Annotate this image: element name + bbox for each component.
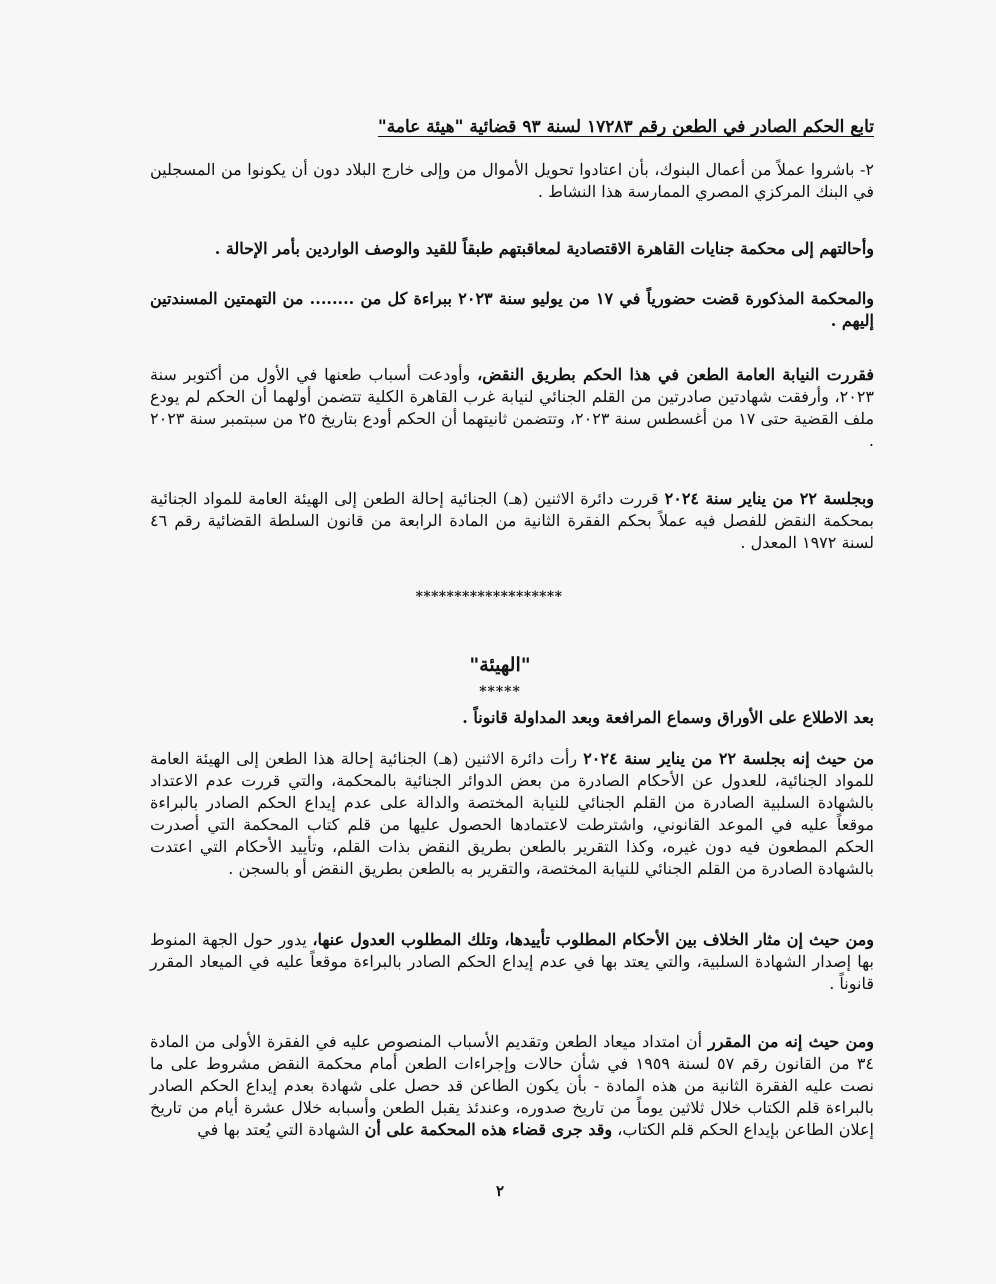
paragraph-session-referral-bold: وبجلسة ٢٢ من يناير سنة ٢٠٢٤ bbox=[664, 489, 875, 508]
paragraph-review: بعد الاطلاع على الأوراق وسماع المرافعة وبعد المداولة قانوناً . bbox=[462, 708, 874, 727]
paragraph-legal-basis bbox=[150, 1031, 874, 1141]
section-stars: ***** bbox=[479, 684, 521, 700]
paragraph-legal-basis-tail: الشهادة التي يُعتد بها في bbox=[197, 1120, 360, 1139]
separator-stars: ******************* bbox=[415, 589, 563, 605]
paragraph-dispute-text: يدور حول الجهة المنوط بها إصدار الشهادة السلبية، والتي يعتد بها في عدم إيداع الحكم الصادر بالبراءة موقعاً عليه في الميعاد المقرر قانوناً . bbox=[150, 930, 874, 993]
continuation-heading: تابع الحكم الصادر في الطعن رقم ١٧٢٨٣ لسنة ٩٣ قضائية "هيئة عامة" bbox=[377, 117, 874, 137]
paragraph-dispute-bold: ومن حيث إن مثار الخلاف بين الأحكام المطلوب تأييدها، وتلك المطلوب العدول عنها، bbox=[312, 930, 874, 949]
paragraph-session-reasons-text: رأت دائرة الاثنين (هـ) الجنائية إحالة هذا الطعن إلى الهيئة العامة للمواد الجنائية، للعدول عن الأحكام الصادرة من بعض الدوائر الجنائية بالمحكمة، والتي قررت عدم الاعتداد بالشهادة السلبية الصادرة من القلم الجنائي للنيابة المختصة والدالة على عدم إيداع الحكم الصادر بالبراءة موقعاً عليه في الموعد القانوني، واشترطت لاعتمادها الحصول عليها من قلم كتاب المحكمة التي أصدرت الحكم المطعون فيه دون غيره، وكذا التقرير بالطعن بطريق النقض بذات القلم، وتأييد الأحكام التي اعتدت بالشهادة الصادرة من القلم الجنائي للنيابة المختصة، والتقرير به بالطعن بطريق النقض أو بالسجن . bbox=[150, 749, 874, 878]
paragraph-legal-basis-bold: ومن حيث إنه من المقرر bbox=[708, 1032, 874, 1051]
paragraph-prosecution-appeal bbox=[150, 364, 874, 452]
paragraph-prosecution-appeal-text: وأودعت أسباب طعنها في الأول من أكتوبر سنة ٢٠٢٣، وأرفقت شهادتين صادرتين من القلم الجنائي لنيابة غرب القاهرة الكلية تتضمن أولهما أن الحكم لم يودع ملف القضية حتى ١٧ من أغسطس سنة ٢٠٢٣، وتتضمن ثانيتهما أن الحكم أودع بتاريخ ٢٥ من سبتمبر سنة ٢٠٢٣ . bbox=[150, 365, 875, 450]
section-title: "الهيئة" bbox=[469, 654, 531, 676]
paragraph-session-referral bbox=[150, 488, 874, 554]
page-number: ٢ bbox=[495, 1182, 505, 1200]
paragraph-session-referral-text: قررت دائرة الاثنين (هـ) الجنائية إحالة الطعن إلى الهيئة العامة للمواد الجنائية بمحكمة النقض للفصل فيه عملاً بحكم الفقرة الثانية من المادة الرابعة من قانون السلطة القضائية رقم ٤٦ لسنة ١٩٧٢ المعدل . bbox=[150, 489, 874, 552]
paragraph-banking-charge: ٢- باشروا عملاً من أعمال البنوك، بأن اعتادوا تحويل الأموال من وإلى خارج البلاد دون أن يكونوا من المسجلين في البنك المركزي المصري الممارسة هذا النشاط . bbox=[150, 160, 874, 201]
paragraph-prosecution-appeal-bold: فقررت النيابة العامة الطعن في هذا الحكم بطريق النقض، bbox=[477, 365, 874, 384]
paragraph-legal-basis-text: أن امتداد ميعاد الطعن وتقديم الأسباب المنصوص عليه في الفقرة الأولى من المادة ٣٤ من القانون رقم ٥٧ لسنة ١٩٥٩ في شأن حالات وإجراءات الطعن أمام محكمة النقض مشروط على ما نصت عليه الفقرة الثانية من هذه المادة - بأن يكون الطاعن قد حصل على شهادة بعدم إيداع الحكم الصادر بالبراءة قلم الكتاب خلال ثلاثين يوماً من تاريخ صدوره، وعندئذ يقبل الطعن وأسبابه خلال عشرة أيام من تاريخ إعلان الطاعن بإيداع الحكم قلم الكتاب، bbox=[150, 1032, 874, 1139]
paragraph-acquittal: والمحكمة المذكورة قضت حضورياً في ١٧ من يوليو سنة ٢٠٢٣ ببراءة كل من ........ من التهمتين المسندتين إليهم . bbox=[150, 289, 875, 330]
paragraph-dispute bbox=[150, 929, 874, 995]
paragraph-referral: وأحالتهم إلى محكمة جنايات القاهرة الاقتصادية لمعاقبتهم طبقاً للقيد والوصف الواردين بأمر الإحالة . bbox=[214, 239, 874, 258]
paragraph-session-reasons bbox=[150, 748, 874, 880]
paragraph-session-reasons-bold: من حيث إنه بجلسة ٢٢ من يناير سنة ٢٠٢٤ bbox=[583, 749, 875, 768]
paragraph-legal-basis-bold-end: وقد جرى قضاء هذه المحكمة على أن bbox=[364, 1120, 613, 1139]
